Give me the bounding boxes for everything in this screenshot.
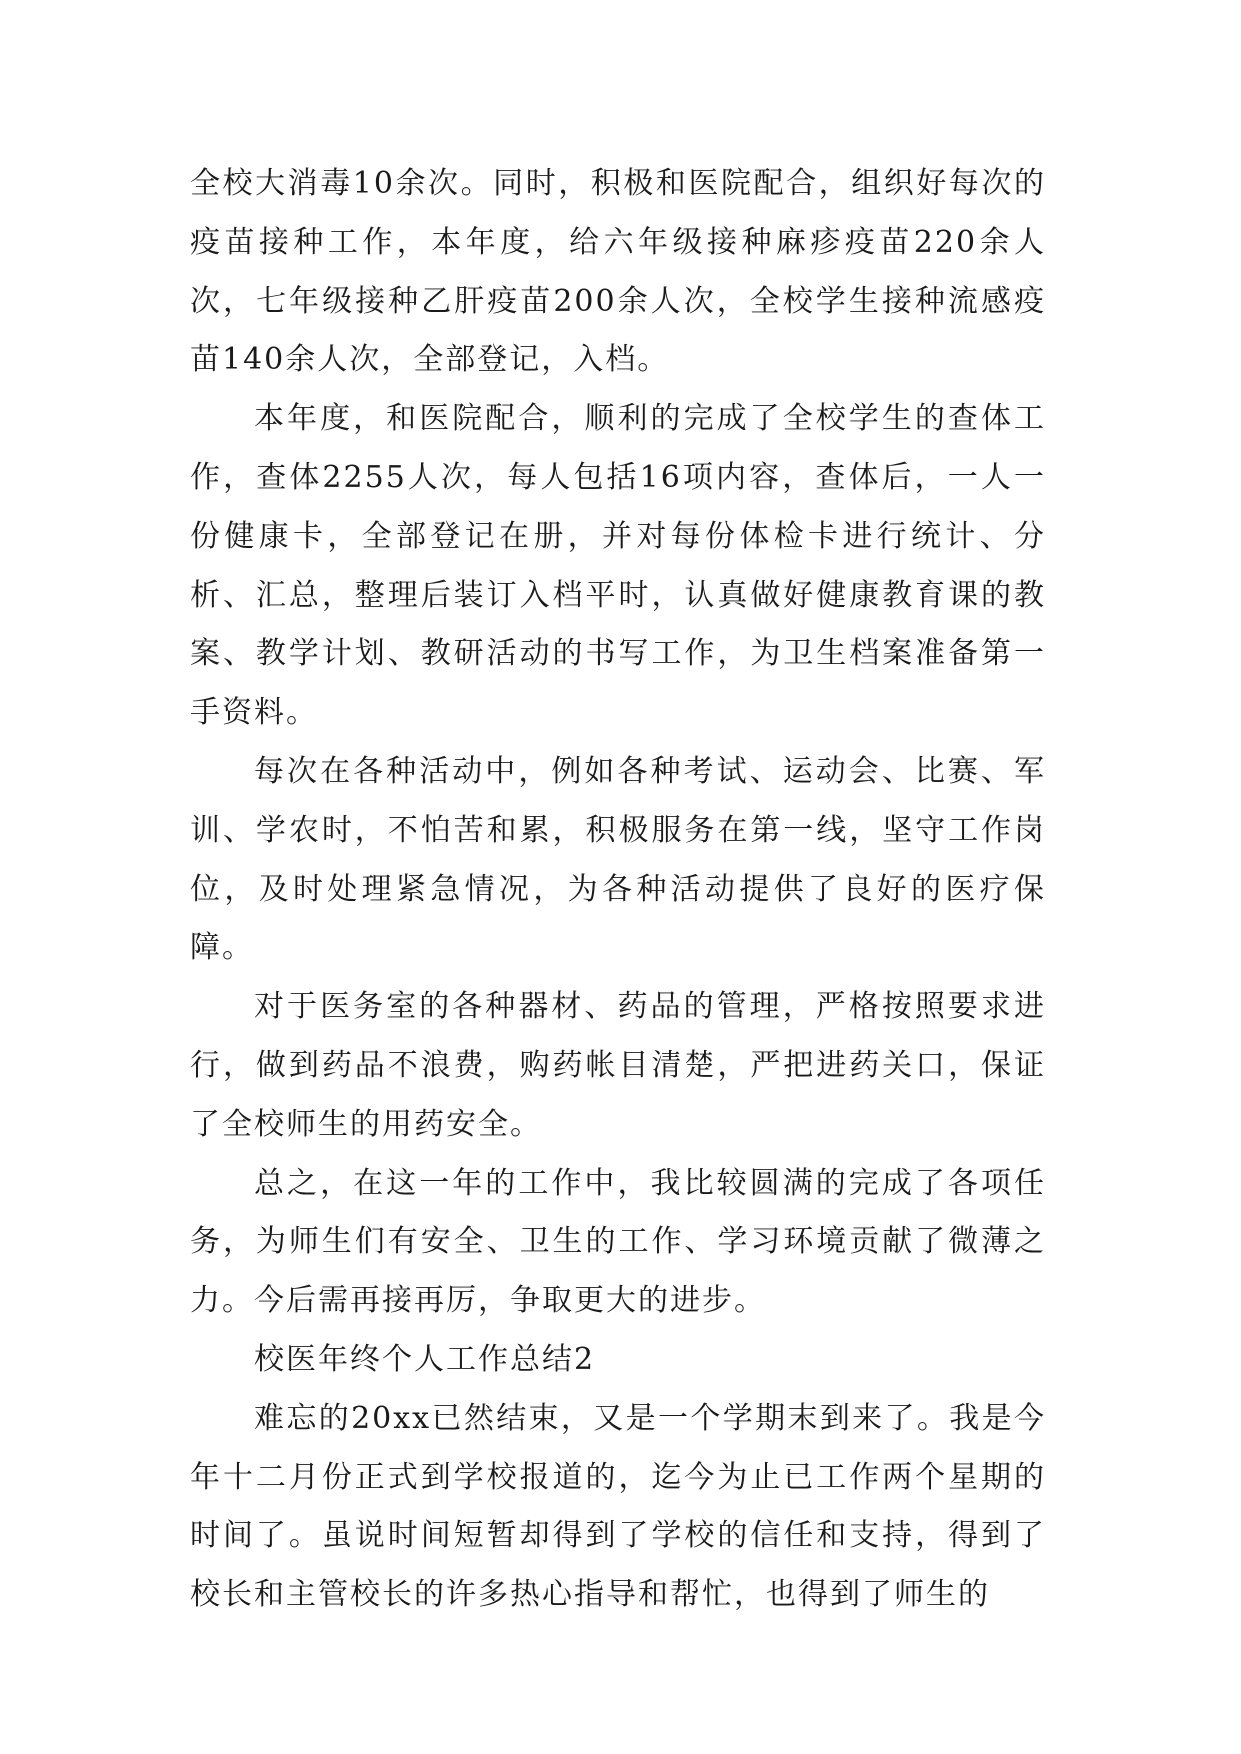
- paragraph-intro-2: 难忘的20xx已然结束，又是一个学期末到来了。我是今年十二月份正式到学校报道的，迄今为止已工作两个星期的时间了。虽说时间短暂却得到了学校的信任和支持，得到了校长和主管校长的许多热心指导和帮忙，也得到了师生的: [190, 1400, 1046, 1613]
- section-heading: 校医年终个人工作总结2: [254, 1341, 596, 1377]
- paragraph-vaccination: 全校大消毒10余次。同时，积极和医院配合，组织好每次的疫苗接种工作，本年度，给六年级接种麻疹疫苗220余人次，七年级接种乙肝疫苗200余人次，全校学生接种流感疫苗140余人次，全部登记，入档。: [190, 166, 1046, 378]
- document-body: [190, 155, 1046, 1625]
- paragraph-physical-exam: 本年度，和医院配合，顺利的完成了全校学生的查体工作，查体2255人次，每人包括16项内容，查体后，一人一份健康卡，全部登记在册，并对每份体检卡进行统计、分析、汇总，整理后装订入档平时，认真做好健康教育课的教案、教学计划、教研活动的书写工作，为卫生档案准备第一手资料。: [190, 401, 1046, 731]
- paragraph-medicine-management: 对于医务室的各种器材、药品的管理，严格按照要求进行，做到药品不浪费，购药帐目清楚，严把进药关口，保证了全校师生的用药安全。: [190, 989, 1046, 1142]
- paragraph-activities: 每次在各种活动中，例如各种考试、运动会、比赛、军训、学农时，不怕苦和累，积极服务在第一线，坚守工作岗位，及时处理紧急情况，为各种活动提供了良好的医疗保障。: [190, 753, 1046, 966]
- paragraph-conclusion: 总之，在这一年的工作中，我比较圆满的完成了各项任务，为师生们有安全、卫生的工作、学习环境贡献了微薄之力。今后需再接再厉，争取更大的进步。: [190, 1165, 1046, 1319]
